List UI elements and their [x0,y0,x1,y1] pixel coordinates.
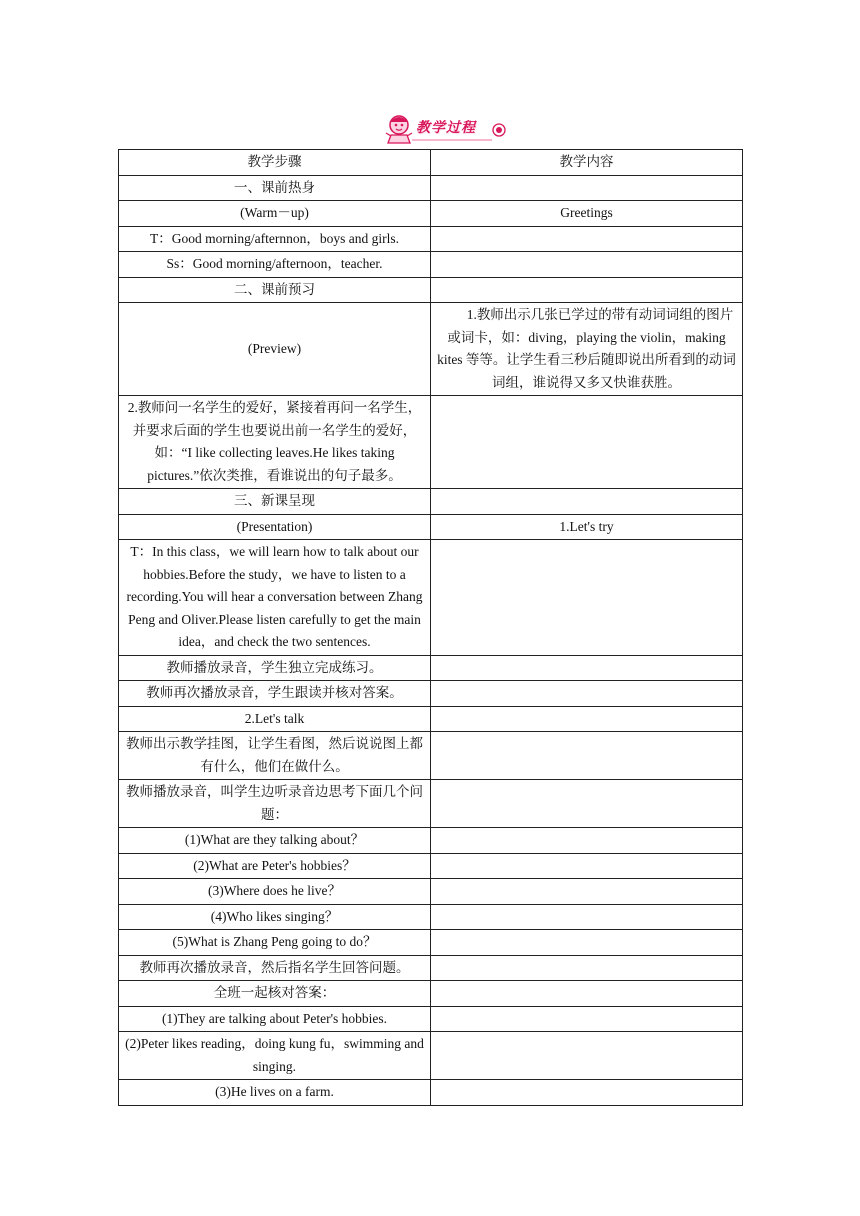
step-cell: T：Good morning/afternnon，boys and girls. [119,226,431,252]
step-cell: 三、新课呈现 [119,489,431,515]
table-row [119,540,743,656]
content-cell [431,277,743,303]
table-row [119,828,743,854]
table-row [119,1080,743,1106]
table-row [119,853,743,879]
content-cell [431,489,743,515]
content-cell [431,706,743,732]
content-cell [431,828,743,854]
content-cell [431,981,743,1007]
step-cell: 2.教师问一名学生的爱好，紧接着再问一名学生，并要求后面的学生也要说出前一名学生的爱好，如：“I like collecting leaves.He likes taking pictures.”依次类推，看谁说出的句子最多。 [119,396,431,489]
content-cell [431,655,743,681]
step-cell: 教师再次播放录音，学生跟读并核对答案。 [119,681,431,707]
content-cell [431,1080,743,1106]
banner-underline [412,139,492,141]
step-cell: 教师播放录音，学生独立完成练习。 [119,655,431,681]
table-row [119,955,743,981]
table-row [119,514,743,540]
table-row [119,780,743,828]
table-row [119,1006,743,1032]
content-cell [431,904,743,930]
table-row [119,655,743,681]
table-row [119,252,743,278]
content-cell [431,540,743,656]
table-row [119,1032,743,1080]
content-cell [431,1032,743,1080]
content-cell: 1.Let's try [431,514,743,540]
table-row [119,201,743,227]
banner-title: 教学过程 [416,120,476,136]
step-cell: (5)What is Zhang Peng going to do？ [119,930,431,956]
step-cell: Ss：Good morning/afternoon，teacher. [119,252,431,278]
step-cell: 二、课前预习 [119,277,431,303]
content-cell [431,1006,743,1032]
step-cell: (4)Who likes singing？ [119,904,431,930]
table-row [119,732,743,780]
table-row [119,396,743,489]
step-cell: 教师播放录音，叫学生边听录音边思考下面几个问题： [119,780,431,828]
content-cell [431,175,743,201]
step-cell: 2.Let's talk [119,706,431,732]
step-cell: 教师再次播放录音，然后指名学生回答问题。 [119,955,431,981]
header-teaching-content: 教学内容 [431,150,743,176]
table-row [119,175,743,201]
table-row [119,303,743,396]
content-cell [431,732,743,780]
table-row [119,879,743,905]
content-cell [431,396,743,489]
table-row [119,981,743,1007]
step-cell: (Presentation) [119,514,431,540]
step-cell: (3)Where does he live？ [119,879,431,905]
step-cell: (Warm－up) [119,201,431,227]
step-cell: (Preview) [119,303,431,396]
table-row [119,930,743,956]
content-cell [431,252,743,278]
step-cell: (3)He lives on a farm. [119,1080,431,1106]
table-row [119,706,743,732]
step-cell: (2)What are Peter's hobbies？ [119,853,431,879]
table-row [119,489,743,515]
step-cell: (1)What are they talking about？ [119,828,431,854]
table-row [119,681,743,707]
content-cell [431,955,743,981]
content-cell [431,930,743,956]
table-row [119,277,743,303]
target-icon [492,123,506,137]
content-cell [431,226,743,252]
step-cell: T：In this class，we will learn how to talk about our hobbies.Before the study，we have to listen to a recording.You will hear a conversation between Zhang Peng and Oliver.Please listen carefully to get the main idea，and check the two sentences. [119,540,431,656]
content-cell [431,879,743,905]
step-cell: 教师出示教学挂图，让学生看图，然后说说图上都有什么，他们在做什么。 [119,732,431,780]
content-cell: Greetings [431,201,743,227]
step-cell: 一、课前热身 [119,175,431,201]
step-cell: (1)They are talking about Peter's hobbies. [119,1006,431,1032]
content-cell [431,853,743,879]
table-header-row [119,150,743,176]
content-cell [431,780,743,828]
table-row [119,904,743,930]
table-row [119,226,743,252]
content-cell: 1.教师出示几张已学过的带有动词词组的图片或词卡，如：diving，playing the violin，making kites 等等。让学生看三秒后随即说出所看到的动词词组，谁说得又多又快谁获胜。 [431,303,743,396]
step-cell: 全班一起核对答案： [119,981,431,1007]
header-teaching-steps: 教学步骤 [119,150,431,176]
step-cell: (2)Peter likes reading，doing kung fu，swimming and singing. [119,1032,431,1080]
content-cell [431,681,743,707]
section-banner [382,112,508,144]
teaching-process-table [118,149,743,1106]
